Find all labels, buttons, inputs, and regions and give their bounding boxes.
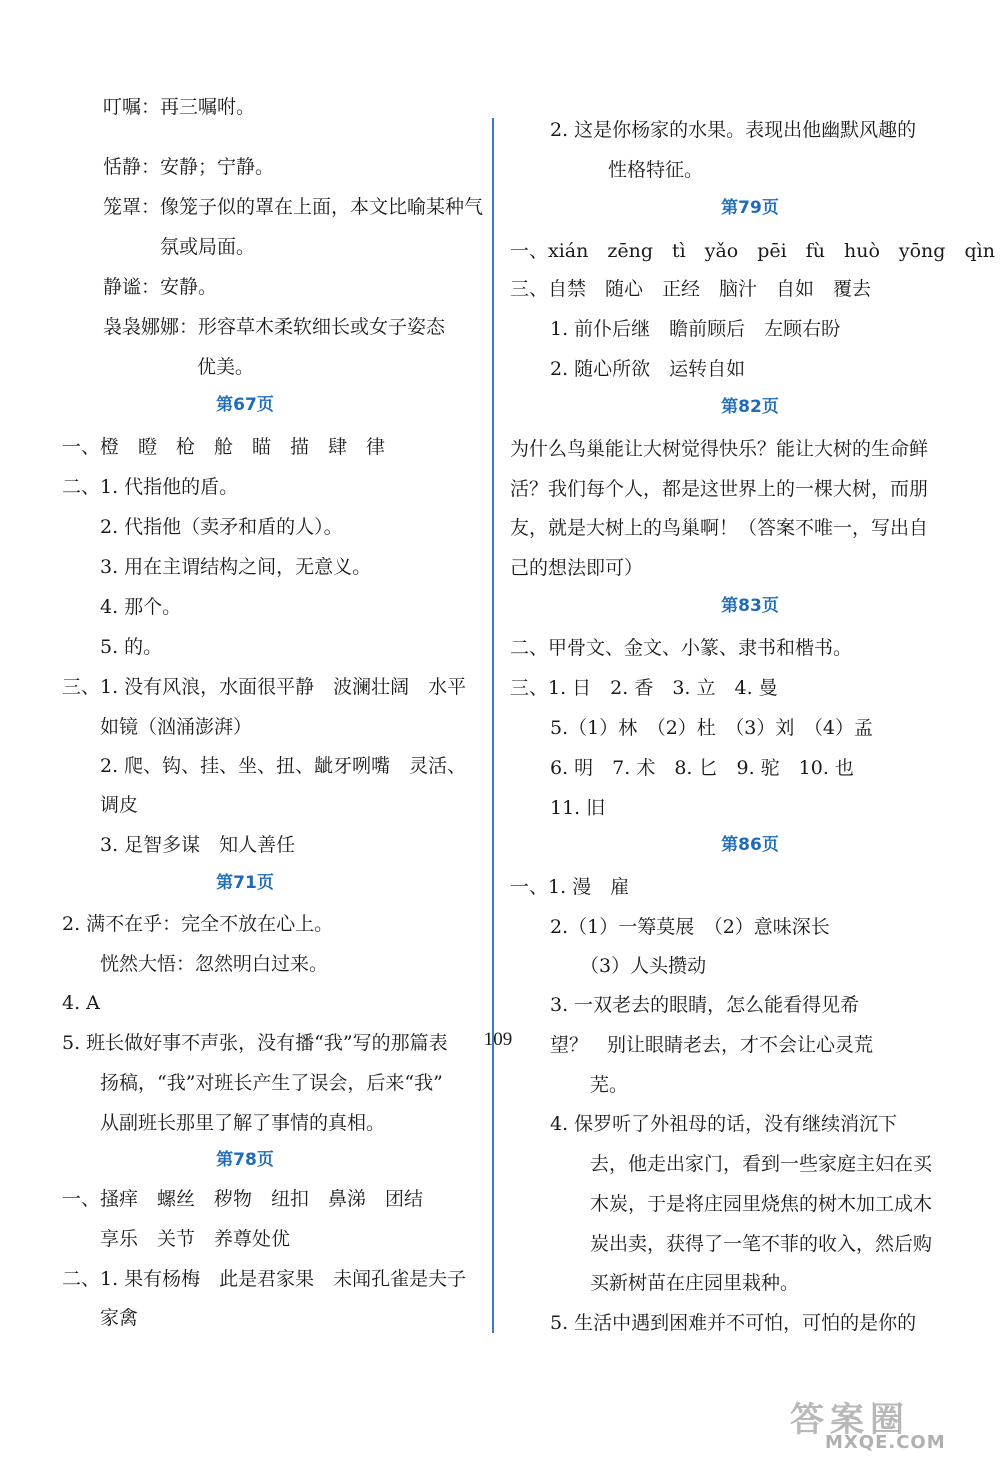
answer-line: 买新树苗在庄园里栽种。 xyxy=(590,1272,800,1294)
page-number: 109 xyxy=(483,1029,513,1050)
answer-line: 2.（1）一筹莫展 （2）意味深长 xyxy=(550,916,830,938)
answer-line: 2. 满不在乎：完全不放在心上。 xyxy=(62,913,334,935)
section-heading: 第78页 xyxy=(216,1150,274,1170)
answer-line: 5.（1）林 （2）杜 （3）刘 （4）孟 xyxy=(550,717,873,739)
answer-line: 炭出卖，获得了一笔不菲的收入，然后购 xyxy=(590,1233,933,1255)
answer-line: 2. 爬、钩、挂、坐、扭、龇牙咧嘴 灵活、 xyxy=(100,755,467,777)
answer-line: 为什么鸟巢能让大树觉得快乐？能让大树的生命鲜 xyxy=(510,438,929,460)
watermark-logo xyxy=(745,1392,985,1454)
section-heading: 第82页 xyxy=(721,397,779,417)
answer-line: 一、1. 漫 雇 xyxy=(510,876,630,898)
answer-line: 4. A xyxy=(62,992,100,1014)
answer-line: 氛或局面。 xyxy=(160,236,256,258)
answer-line: 一、橙 瞪 枪 舱 瞄 描 肆 律 xyxy=(62,436,386,458)
watermark-text-top: 答案圈 xyxy=(790,1400,910,1440)
answer-line: 扬稿，“我”对班长产生了误会，后来“我” xyxy=(100,1072,443,1094)
section-heading: 第86页 xyxy=(721,835,779,855)
answer-line: 3. 一双老去的眼睛，怎么能看得见希 xyxy=(550,994,860,1016)
section-heading: 第79页 xyxy=(721,198,779,218)
answer-line: 恍然大悟：忽然明白过来。 xyxy=(100,953,329,975)
section-heading: 第67页 xyxy=(216,395,274,415)
answer-line: 享乐 关节 养尊处优 xyxy=(100,1228,291,1250)
answer-line: 3. 足智多谋 知人善任 xyxy=(100,834,296,856)
answer-line: 2. 随心所欲 运转自如 xyxy=(550,358,746,380)
answer-line: 静谧：安静。 xyxy=(103,276,218,298)
answer-line: 家禽 xyxy=(100,1307,139,1329)
answer-line: 笼罩：像笼子似的罩在上面，本文比喻某种气 xyxy=(103,196,484,218)
answer-line: 袅袅娜娜：形容草木柔软细长或女子姿态 xyxy=(103,316,446,338)
answer-line: 恬静：安静；宁静。 xyxy=(103,156,275,178)
answer-line: 3. 用在主谓结构之间，无意义。 xyxy=(100,556,372,578)
answer-line: 如镜（汹涌澎湃） xyxy=(100,716,253,738)
answer-line: 二、1. 代指他的盾。 xyxy=(62,476,239,498)
answer-line: 调皮 xyxy=(100,794,139,816)
answer-line: 木炭，于是将庄园里烧焦的树木加工成木 xyxy=(590,1193,933,1215)
answer-line: 5. 的。 xyxy=(100,636,163,658)
answer-line: 活？我们每个人，都是这世界上的一棵大树，而朋 xyxy=(510,478,929,500)
answer-line: 二、1. 果有杨梅 此是君家果 未闻孔雀是夫子 xyxy=(62,1268,467,1290)
answer-line: 叮嘱：再三嘱咐。 xyxy=(103,96,256,118)
answer-line: 11. 旧 xyxy=(550,797,606,819)
answer-line: 5. 生活中遇到困难并不可怕，可怕的是你的 xyxy=(550,1312,917,1334)
answer-line: 2. 这是你杨家的水果。表现出他幽默风趣的 xyxy=(550,119,917,141)
answer-line: 4. 那个。 xyxy=(100,596,182,618)
watermark-text-bottom: MXQE.COM xyxy=(825,1432,946,1453)
answer-line: 2. 代指他（卖矛和盾的人）。 xyxy=(100,516,343,538)
answer-line: 三、自禁 随心 正经 脑汁 自如 覆去 xyxy=(510,278,872,300)
answer-line: 优美。 xyxy=(197,356,255,378)
answer-line: 5. 班长做好事不声张，没有播“我”写的那篇表 xyxy=(62,1032,448,1054)
section-heading: 第83页 xyxy=(721,596,779,616)
answer-line: 己的想法即可） xyxy=(510,557,644,579)
answer-line: 从副班长那里了解了事情的真相。 xyxy=(100,1112,386,1134)
answer-line: 去，他走出家门，看到一些家庭主妇在买 xyxy=(590,1153,933,1175)
answer-line: 二、甲骨文、金文、小篆、隶书和楷书。 xyxy=(510,637,853,659)
column-divider xyxy=(492,118,494,1333)
answer-line: 1. 前仆后继 瞻前顾后 左顾右盼 xyxy=(550,318,841,340)
answer-line: 三、1. 日 2. 香 3. 立 4. 曼 xyxy=(510,677,778,699)
answer-line: 一、xián zēng tì yǎo pēi fù huò yōng qìn xyxy=(510,240,995,262)
answer-line: 性格特征。 xyxy=(608,159,704,181)
answer-line: （3）人头攒动 xyxy=(580,955,707,977)
answer-line: 友，就是大树上的鸟巢啊！（答案不唯一，写出自 xyxy=(510,517,929,539)
answer-line: 望？ 别让眼睛老去，才不会让心灵荒 xyxy=(550,1034,874,1056)
answer-line: 三、1. 没有风浪，水面很平静 波澜壮阔 水平 xyxy=(62,676,467,698)
answer-line: 芜。 xyxy=(590,1074,629,1096)
answer-line: 4. 保罗听了外祖母的话，没有继续消沉下 xyxy=(550,1113,898,1135)
answer-line: 一、搔痒 螺丝 秽物 纽扣 鼻涕 团结 xyxy=(62,1188,424,1210)
section-heading: 第71页 xyxy=(216,873,274,893)
answer-line: 6. 明 7. 术 8. 匕 9. 驼 10. 也 xyxy=(550,757,854,779)
